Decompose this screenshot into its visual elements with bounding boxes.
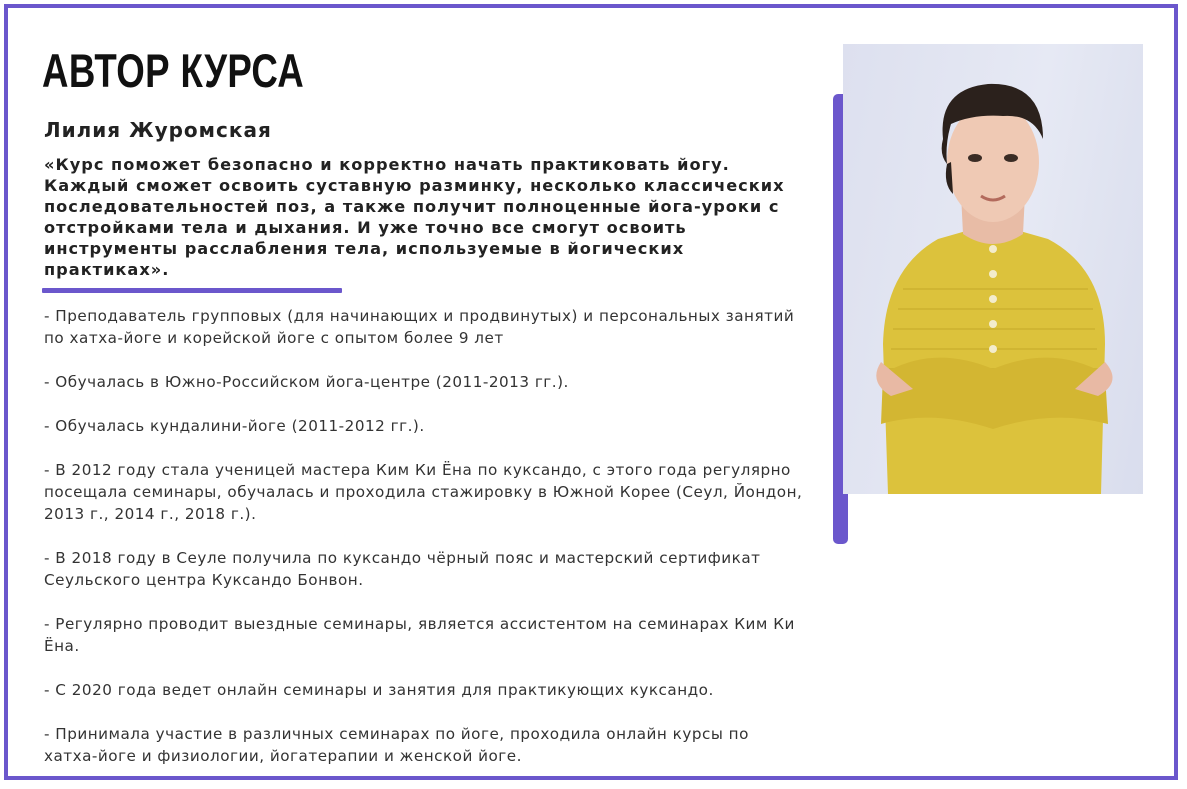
fact-item: - Преподаватель групповых (для начинающих и продвинутых) и персональных занятий по хатха-йоге и корейской йоге с опытом более 9 лет <box>44 307 795 347</box>
fact-item: - С 2020 года ведет онлайн семинары и занятия для практикующих куксандо. <box>44 681 714 699</box>
author-facts-list <box>44 305 804 789</box>
fact-item: - В 2018 году в Сеуле получила по куксандо чёрный пояс и мастерский сертификат Сеульского центра Куксандо Бонвон. <box>44 549 761 589</box>
fact-item: - В 2012 году стала ученицей мастера Ким Ки Ёна по куксандо, с этого года регулярно посещала семинары, обучалась и проходила стажировку в Южной Корее (Сеул, Йондон, 2013 г., 2014 г., 2018 г.). <box>44 461 803 523</box>
fact-item: - Обучалась в Южно-Российском йога-центре (2011-2013 гг.). <box>44 373 569 391</box>
author-quote: «Курс поможет безопасно и корректно начать практиковать йогу. Каждый сможет освоить суставную разминку, несколько классических последовательностей поз, а также получит полноценные йога-уроки с отстройками тела и дыхания. И уже точно все смогут освоить инструменты расслабления тела, используемые в йогических практиках». <box>44 155 785 279</box>
fact-item: - Обучалась кундалини-йоге (2011-2012 гг.). <box>44 417 425 435</box>
fact-item: - Регулярно проводит выездные семинары, является ассистентом на семинарах Ким Ки Ёна. <box>44 615 795 655</box>
accent-divider <box>42 288 342 293</box>
section-title: АВТОР КУРСА <box>42 44 305 97</box>
author-photo <box>843 44 1143 494</box>
fact-item: - Принимала участие в различных семинарах по йоге, проходила онлайн курсы по хатха-йоге и физиологии, йогатерапии и женской йоге. <box>44 725 749 765</box>
author-name: Лилия Журомская <box>44 118 272 142</box>
author-portrait-illustration <box>843 44 1143 494</box>
